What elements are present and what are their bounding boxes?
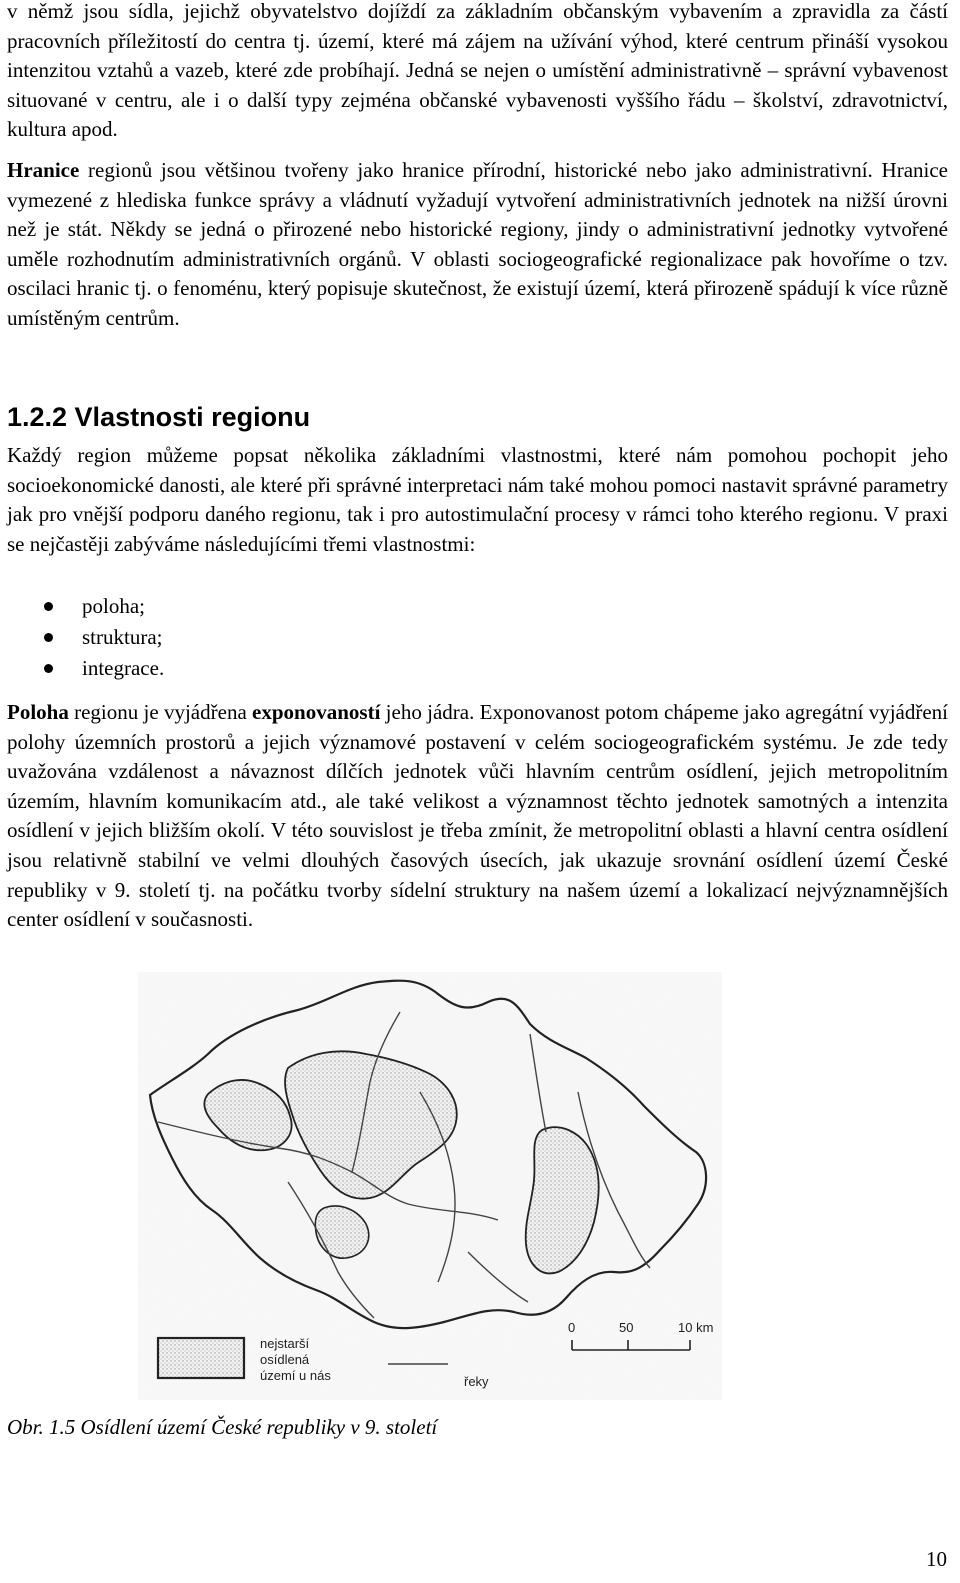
list-item: struktura; [0, 622, 164, 653]
page-number: 10 [926, 1547, 947, 1571]
paragraph-hranice-text: regionů jsou většinou tvořeny jako hranice přírodní, historické nebo jako administrativní. Hranice vymezené z hlediska funkce správy a vládnutí vyžadují vytvoření administrativních jednotek na nižší úrovni než je stát. Někdy se jedná o přirozené nebo historické regiony, jindy o administrativní jednotky vytvořené uměle rozhodnutím administrativních orgánů. V oblasti sociogeografické regionalizace pak hovoříme o tzv. oscilaci hranic tj. o fenoménu, který popisuje skutečnost, že existují území, která přirozeně spádují k více různě umístěným centrům. [7, 158, 948, 330]
paragraph-properties: Každý region můžeme popsat několika základními vlastnostmi, které nám pomohou pochopit jeho socioekonomické danosti, ale které při správné interpretaci nám také mohou pomoci nastavit správné parametry jak pro vnější podporu daného regionu, tak i pro autostimulační procesy v rámci toho kterého regionu. V praxi se nejčastěji zabýváme následujícími třemi vlastnostmi: [7, 443, 948, 556]
legend-rivers-label: řeky [464, 1374, 489, 1389]
paragraph-poloha: Poloha regionu je vyjádřena exponovaností jeho jádra. Exponovanost potom chápeme jako agregátní vyjádření polohy územních prostorů a jejich významové postavení v celém sociogeografickém systému. Je zde tedy uvažována vzdálenost a návaznost dílčích jednotek vůči hlavním centrům osídlení, jejich metropolitním územím, hlavním komunikacím atd., ale také velikost a významnost těchto jednotek samotných a intenzita osídlení v jejich bližším okolí. V této souvislost je třeba zmínit, že metropolitní oblasti a hlavní centra osídlení jsou relativně stabilní ve velmi dlouhých časových úsecích, jak ukazuje srovnání osídlení území České republiky v 9. století tj. na počátku tvorby sídelní struktury na našem území a lokalizací nejvýznamnějších center osídlení v současnosti. [7, 700, 949, 932]
list-item: integrace. [0, 653, 164, 684]
bullet-icon [44, 664, 53, 673]
properties-list [0, 591, 164, 684]
bullet-icon [44, 633, 53, 642]
legend-label-line3: území u nás [260, 1368, 331, 1383]
list-item: poloha; [0, 591, 164, 622]
term-exponovanost: exponovaností [252, 700, 381, 724]
scale-label-0: 0 [568, 1320, 576, 1335]
czech-settlement-map [138, 972, 722, 1400]
term-poloha: Poloha [7, 700, 69, 724]
map-figure [138, 972, 722, 1400]
legend-label-line2: osídlená [260, 1352, 310, 1367]
section-heading: 1.2.2 Vlastnosti regionu [7, 402, 311, 432]
bullet-icon [44, 602, 53, 611]
legend-swatch [158, 1338, 244, 1378]
paragraph-intro: v němž jsou sídla, jejichž obyvatelstvo dojíždí za základním občanským vybavením a zpravidla za částí pracovních příležitostí do centra tj. území, které má zájem na užívání výhod, které centrum přináší vysokou intenzitou vztahů a vazeb, které zde probíhají. Jedná se nejen o umístění administrativně – správní vybavenost situované v centru, ale i o další typy zejména občanské vybavenosti vyššího řádu – školství, zdravotnictví, kultura apod. [7, 0, 948, 142]
scale-label-max: 10 km [678, 1320, 714, 1335]
legend-label-line1: nejstarší [260, 1336, 310, 1351]
figure-caption: Obr. 1.5 Osídlení území České republiky v 9. století [7, 1415, 438, 1439]
term-hranice: Hranice [7, 158, 80, 182]
paragraph-hranice [7, 156, 948, 334]
scale-label-50: 50 [619, 1320, 634, 1335]
